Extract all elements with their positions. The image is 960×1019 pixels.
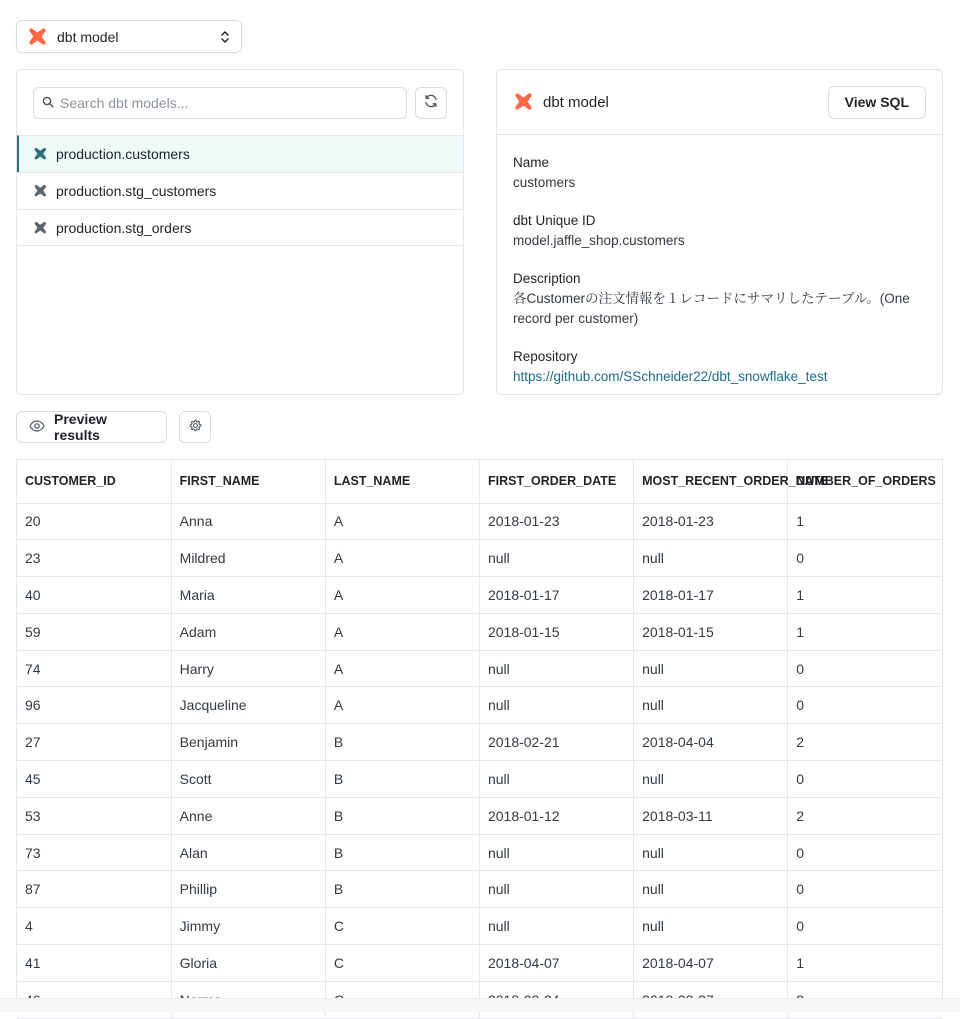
model-list-item-label: production.customers <box>56 146 190 162</box>
model-list-item[interactable] <box>17 209 463 246</box>
table-row <box>17 687 942 724</box>
table-cell: 0 <box>788 650 942 687</box>
table-cell: null <box>479 761 633 798</box>
table-row <box>17 908 942 945</box>
table-cell: 2018-01-12 <box>479 797 633 834</box>
table-cell: null <box>479 540 633 577</box>
table-cell: A <box>325 577 479 614</box>
eye-icon <box>29 419 45 435</box>
detail-field-value: 各Customerの注文情報を１レコードにサマリしたテーブル。(One record per customer) <box>513 291 910 326</box>
table-row <box>17 761 942 798</box>
table-cell: Jimmy <box>171 908 325 945</box>
table-cell: B <box>325 834 479 871</box>
table-cell: 0 <box>788 540 942 577</box>
detail-field-label: Repository <box>513 349 578 364</box>
table-cell: 0 <box>788 761 942 798</box>
table-body <box>17 503 942 1018</box>
table-cell: 40 <box>17 577 171 614</box>
table-row <box>17 503 942 540</box>
table-cell: 2018-04-07 <box>634 945 788 982</box>
table-cell: 41 <box>17 945 171 982</box>
model-list <box>17 135 463 246</box>
detail-field-label: Description <box>513 271 581 286</box>
table-header-row <box>17 460 942 503</box>
detail-field <box>513 211 926 251</box>
table-cell: 74 <box>17 650 171 687</box>
refresh-button[interactable] <box>415 87 447 119</box>
table-cell: 0 <box>788 908 942 945</box>
dbt-logo-icon <box>33 184 47 198</box>
table-cell: Anna <box>171 503 325 540</box>
search-icon <box>42 95 54 111</box>
table-row <box>17 540 942 577</box>
table-cell: A <box>325 540 479 577</box>
table-cell: A <box>325 613 479 650</box>
table-cell: 2018-03-11 <box>634 797 788 834</box>
refresh-icon <box>423 93 439 112</box>
table-cell: A <box>325 503 479 540</box>
table-cell: null <box>479 908 633 945</box>
table-cell: 1 <box>788 945 942 982</box>
table-cell: Adam <box>171 613 325 650</box>
details-header <box>497 70 942 135</box>
table-cell: 2018-01-15 <box>634 613 788 650</box>
table-cell: Benjamin <box>171 724 325 761</box>
table-cell: 53 <box>17 797 171 834</box>
table-cell: null <box>634 687 788 724</box>
table-cell: null <box>479 834 633 871</box>
table-cell: 0 <box>788 871 942 908</box>
model-list-panel <box>16 69 464 395</box>
repository-link[interactable]: https://github.com/SSchneider22/dbt_snowflake_test <box>513 369 828 384</box>
table-cell: C <box>325 945 479 982</box>
table-cell: B <box>325 724 479 761</box>
dbt-logo-icon <box>33 147 47 161</box>
table-cell: 2018-01-23 <box>479 503 633 540</box>
table-cell: 2 <box>788 797 942 834</box>
table-cell: 45 <box>17 761 171 798</box>
table-cell: 2018-02-21 <box>479 724 633 761</box>
table-cell: 1 <box>788 613 942 650</box>
table-cell: B <box>325 797 479 834</box>
table-cell: 2018-04-07 <box>479 945 633 982</box>
details-title: dbt model <box>543 93 609 111</box>
table-cell: 4 <box>17 908 171 945</box>
model-list-item[interactable] <box>17 172 463 209</box>
table-cell: C <box>325 908 479 945</box>
detail-field-label: Name <box>513 155 550 170</box>
table-cell: 23 <box>17 540 171 577</box>
table-cell: B <box>325 871 479 908</box>
search-box[interactable] <box>33 87 407 119</box>
dbt-logo-icon <box>27 27 47 47</box>
table-cell: 1 <box>788 503 942 540</box>
table-cell: null <box>634 908 788 945</box>
column-header[interactable]: MOST_RECENT_ORDER_DATE <box>634 460 788 503</box>
table-cell: 96 <box>17 687 171 724</box>
model-type-select-label: dbt model <box>57 28 119 45</box>
table-cell: Mildred <box>171 540 325 577</box>
table-cell: A <box>325 650 479 687</box>
table-cell: 87 <box>17 871 171 908</box>
details-body <box>497 135 942 387</box>
table-cell: 2018-01-15 <box>479 613 633 650</box>
table-cell: 1 <box>788 577 942 614</box>
detail-field-label: dbt Unique ID <box>513 213 596 228</box>
column-header[interactable]: CUSTOMER_ID <box>17 460 171 503</box>
model-details-panel <box>496 69 943 395</box>
chevron-up-down-icon <box>219 29 231 45</box>
table-row <box>17 871 942 908</box>
table-cell: 59 <box>17 613 171 650</box>
table-cell: null <box>634 761 788 798</box>
table-cell: null <box>634 834 788 871</box>
model-type-select[interactable] <box>16 20 242 53</box>
table-cell: Maria <box>171 577 325 614</box>
view-sql-button[interactable]: View SQL <box>828 86 926 119</box>
column-header[interactable]: NUMBER_OF_ORDERS <box>788 460 942 503</box>
detail-field <box>513 269 926 329</box>
table-cell: null <box>634 540 788 577</box>
table-cell: 2018-01-17 <box>479 577 633 614</box>
table-cell: 27 <box>17 724 171 761</box>
search-input[interactable] <box>60 95 398 111</box>
table-cell: Gloria <box>171 945 325 982</box>
dbt-logo-icon <box>513 92 533 112</box>
table-cell: 2 <box>788 724 942 761</box>
table-cell: Alan <box>171 834 325 871</box>
table-cell: A <box>325 687 479 724</box>
table-cell: null <box>479 871 633 908</box>
table-cell: Scott <box>171 761 325 798</box>
results-table-container[interactable] <box>16 459 943 998</box>
table-cell: 2018-04-04 <box>634 724 788 761</box>
table-row <box>17 945 942 982</box>
results-table <box>17 460 942 1019</box>
table-cell: null <box>479 687 633 724</box>
table-row <box>17 797 942 834</box>
model-list-item-label: production.stg_customers <box>56 183 217 199</box>
table-row <box>17 577 942 614</box>
preview-results-button[interactable] <box>16 411 167 443</box>
column-header[interactable]: LAST_NAME <box>325 460 479 503</box>
bottom-edge <box>0 998 960 1012</box>
table-row <box>17 613 942 650</box>
table-cell: Harry <box>171 650 325 687</box>
table-cell: null <box>634 871 788 908</box>
table-cell: 0 <box>788 687 942 724</box>
table-row <box>17 724 942 761</box>
table-row <box>17 650 942 687</box>
detail-field-value: model.jaffle_shop.customers <box>513 233 685 248</box>
table-cell: 2018-01-17 <box>634 577 788 614</box>
table-cell: Phillip <box>171 871 325 908</box>
table-cell: null <box>479 650 633 687</box>
table-cell: 2018-01-23 <box>634 503 788 540</box>
search-row <box>17 70 463 135</box>
detail-field <box>513 347 926 387</box>
table-row <box>17 834 942 871</box>
preview-settings-button[interactable] <box>179 411 211 443</box>
detail-field-value: customers <box>513 175 576 190</box>
table-cell: 73 <box>17 834 171 871</box>
table-cell: B <box>325 761 479 798</box>
dbt-logo-icon <box>33 221 47 235</box>
table-cell: 0 <box>788 834 942 871</box>
preview-results-label: Preview results <box>54 411 107 443</box>
column-header[interactable]: FIRST_NAME <box>171 460 325 503</box>
model-list-item-label: production.stg_orders <box>56 219 192 236</box>
table-cell: Jacqueline <box>171 687 325 724</box>
table-cell: 20 <box>17 503 171 540</box>
column-header[interactable]: FIRST_ORDER_DATE <box>479 460 633 503</box>
gear-icon <box>188 419 202 436</box>
table-cell: Anne <box>171 797 325 834</box>
detail-field <box>513 153 926 193</box>
model-list-item[interactable] <box>17 135 463 172</box>
table-cell: null <box>634 650 788 687</box>
